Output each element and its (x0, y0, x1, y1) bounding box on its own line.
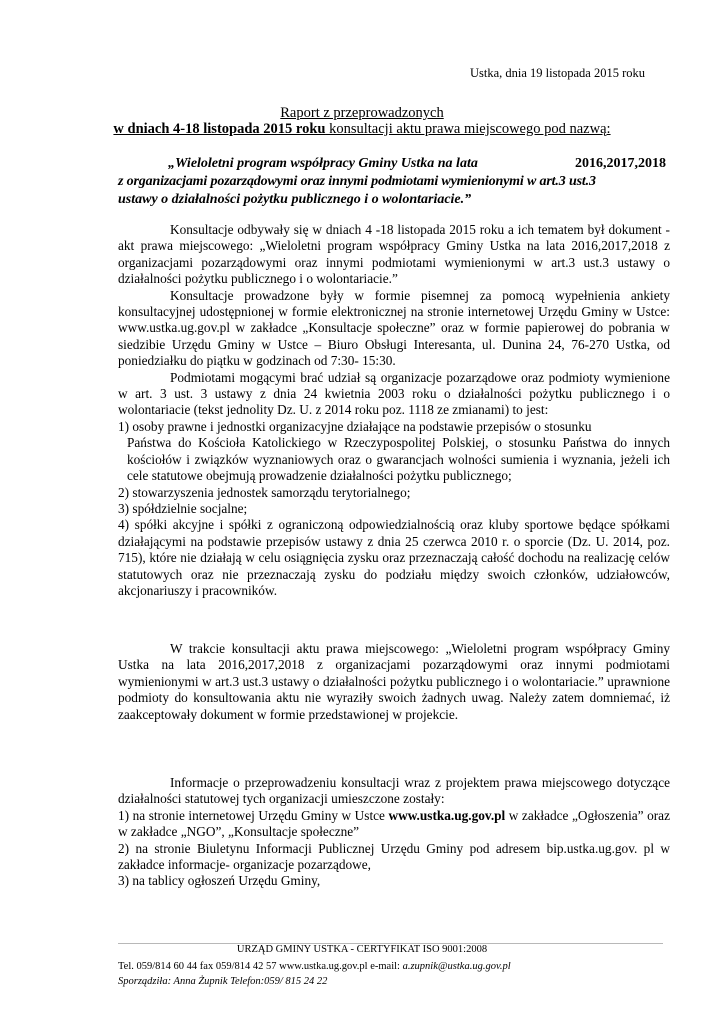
subject-line3: ustawy o działalności pożytku publicznego i o wolontariacie.” (118, 192, 472, 207)
info-item-2: 2) na stronie Biuletynu Informacji Publicznej Urzędu Gminy pod adresem bip.ustka.ug.gov. pl w zakładce informacje- organizacje pozarządowe, (118, 840, 670, 873)
list-item-1a: 1) osoby prawne i jednostki organizacyjne działające na podstawie przepisów o stosunku (118, 418, 592, 434)
subject-line1 (118, 155, 666, 173)
paragraph-consultation-result: W trakcie konsultacji aktu prawa miejscowego: „Wieloletni program współpracy Gminy Ustka na lata 2016,2017,2018 z organizacjami pozarządowymi oraz innymi podmiotami wymienionymi w art.3 ust.3 ustawy o działalności pożytku publicznego i o wolontariacie.” uprawnione podmioty do konsultowania aktu nie wyraziły swoich żadnych uwag. Należy zatem domniemać, iż zaakceptowały dokument w formie przedstawionej w projekcie. (118, 641, 670, 722)
footer-email-link[interactable]: a.zupnik@ustka.ug.gov.pl (402, 961, 511, 972)
paragraph-publication-info: Informacje o przeprowadzeniu konsultacji wraz z projektem prawa miejscowego dotyczące działalności statutowej tych organizacji umieszczone zostały: (118, 775, 670, 807)
info-item-1-text: 1) na stronie internetowej Urzędu Gminy w Ustce (118, 807, 389, 823)
subject-line2: z organizacjami pozarządowymi oraz innymi podmiotami wymienionymi w art.3 ust.3 (118, 174, 596, 189)
date-line: Ustka, dnia 19 listopada 2015 roku (470, 66, 645, 80)
paragraph-consultation-form: Konsultacje prowadzone były w formie pisemnej za pomocą wypełnienia ankiety konsultacyjnej udostępnionej w formie elektronicznej na stronie internetowej Urzędu Gminy w Ustce: www.ustka.ug.gov.pl w zakładce „Konsultacje społeczne” oraz w formie papierowej do pobrania w siedzibie Urzędu Gminy w Ustce – Biuro Obsługi Interesanta, ul. Dunina 24, 76-270 Ustka, od poniedziałku do piątku w godzinach od 7:30- 15:30. (118, 287, 670, 369)
footer-office-line: URZĄD GMINY USTKA - CERTYFIKAT ISO 9001:2008 (236, 944, 488, 955)
report-title-dates: w dniach 4-18 listopada 2015 roku (113, 121, 326, 137)
footer-contact-text: Tel. 059/814 60 44 fax 059/814 42 57 www.ustka.ug.gov.pl e-mail: (118, 961, 403, 972)
report-title-line2 (57, 121, 667, 138)
info-item-1 (118, 808, 670, 841)
website-link[interactable]: www.ustka.ug.gov.pl (388, 807, 506, 823)
subject-years: 2016,2017,2018 (575, 156, 666, 171)
report-title-rest: konsultacji aktu prawa miejscowego pod nazwą: (325, 121, 611, 137)
footer-author-line: Sporządziła: Anna Żupnik Telefon:059/ 815 24 22 (118, 976, 328, 987)
list-item-3: 3) spółdzielnie socjalne; (118, 500, 248, 516)
footer-contact-line (118, 961, 511, 972)
subject-line1-text: „Wieloletni program współpracy Gminy Ustka na lata (168, 156, 478, 171)
list-item-1b: Państwa do Kościoła Katolickiego w Rzeczypospolitej Polskiej, o stosunku Państwa do innych kościołów i związków wyznaniowych oraz o gwarancjach wolności sumienia i wyznania, jeżeli ich cele statutowe obejmują prowadzenie działalności pożytku publicznego; (127, 435, 670, 484)
body-block-2 (118, 641, 670, 723)
paragraph-consultation-dates: Konsultacje odbywały się w dniach 4 -18 listopada 2015 roku a ich tematem był dokument - akt prawa miejscowego: „Wieloletni program współpracy Gminy Ustka na lata 2016,2017,2018 z organizacjami pozarządowymi oraz innymi podmiotami wymienionymi w art.3 ust.3 ustawy o działalności pożytku publicznego i o wolontariacie.” (118, 222, 670, 287)
list-item-4: 4) spółki akcyjne i spółki z ograniczoną odpowiedzialnością oraz kluby sportowe będące spółkami działającymi na podstawie przepisów ustawy z dnia 25 czerwca 2010 r. o sporcie (Dz. U. 2014, poz. 715), które nie działają w celu osiągnięcia zysku oraz przeznaczają całość dochodu na realizację celów statutowych oraz nie przeznaczają zysku do podziału między swoich członków, udziałowców, akcjonariuszy i pracowników. (118, 517, 670, 598)
info-item-3: 3) na tablicy ogłoszeń Urzędu Gminy, (118, 873, 321, 889)
body-block-1 (118, 222, 670, 599)
list-item-2: 2) stowarzyszenia jednostek samorządu terytorialnego; (118, 484, 411, 500)
paragraph-eligible-entities: Podmiotami mogącymi brać udział są organizacje pozarządowe oraz podmioty wymienione w art. 3 ust. 3 ustawy z dnia 24 kwietnia 2003 roku o działalności pożytku publicznego i o wolontariacie (tekst jednolity Dz. U. z 2014 roku poz. 1118 ze zmianami) to jest: (118, 369, 670, 418)
subject-block (118, 155, 666, 209)
report-title-line1: Raport z przeprowadzonych (280, 105, 444, 121)
body-block-3 (118, 775, 670, 890)
info-item-1-rest: w zakładce „Ogłoszenia” oraz w zakładce „NGO”, „Konsultacje społeczne” (118, 807, 670, 840)
